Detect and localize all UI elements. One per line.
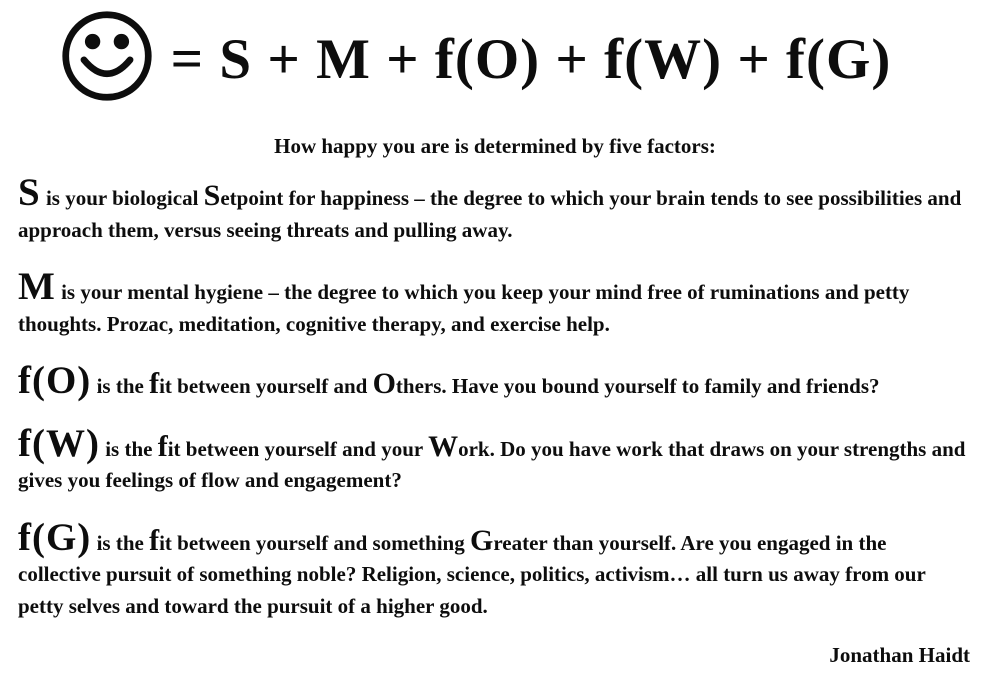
- fit-others-paragraph: [18, 361, 972, 403]
- fit-work-paragraph: [18, 421, 972, 497]
- text-segment: is the: [99, 436, 158, 461]
- formula-expression: = S + M + f(O) + f(W) + f(G): [170, 27, 892, 91]
- formula-header: [18, 8, 932, 104]
- attribution: Jonathan Haidt: [829, 643, 970, 667]
- fit-greater-paragraph: [18, 515, 972, 623]
- text-segment: it between yourself and your: [167, 436, 429, 461]
- text-segment: reater than yourself. Are you engaged in the collective pursuit of something noble? Religion, science, politics, activism… all turn us away from our petty selves and toward the pursuit of a higher good.: [18, 530, 926, 618]
- factor-definitions: [18, 173, 972, 622]
- text-segment: thers. Have you bound yourself to family and friends?: [395, 374, 880, 398]
- text-segment: S: [203, 179, 221, 212]
- text-segment: S: [18, 171, 41, 214]
- text-segment: is the: [91, 530, 150, 555]
- text-segment: f(G): [18, 515, 92, 559]
- text-segment: etpoint for happiness – the degree to which your brain tends to see possibilities and approach them, versus seeing threats and pulling away.: [18, 186, 962, 242]
- text-segment: f: [157, 429, 168, 463]
- text-segment: M: [18, 265, 56, 308]
- text-segment: it between yourself and something: [159, 530, 470, 555]
- text-segment: f(W): [18, 421, 100, 465]
- text-segment: G: [469, 523, 494, 557]
- text-segment: f: [149, 523, 160, 557]
- text-segment: is your biological: [40, 186, 204, 210]
- text-segment: O: [372, 367, 396, 400]
- setpoint-paragraph: [18, 173, 972, 246]
- text-segment: f: [149, 367, 160, 400]
- smiley-face-icon: [59, 8, 155, 104]
- text-segment: is your mental hygiene – the degree to which you keep your mind free of ruminations and petty thoughts. Prozac, meditation, cognitive therapy, and exercise help.: [18, 280, 910, 336]
- text-segment: f(O): [18, 359, 92, 402]
- text-segment: ork. Do you have work that draws on your strengths and gives you feelings of flow and engagement?: [18, 436, 966, 492]
- text-segment: is the: [91, 374, 150, 398]
- text-segment: W: [428, 429, 459, 463]
- text-segment: it between yourself and: [159, 374, 373, 398]
- mental-hygiene-paragraph: [18, 267, 972, 340]
- subtitle: How happy you are is determined by five factors:: [274, 134, 716, 158]
